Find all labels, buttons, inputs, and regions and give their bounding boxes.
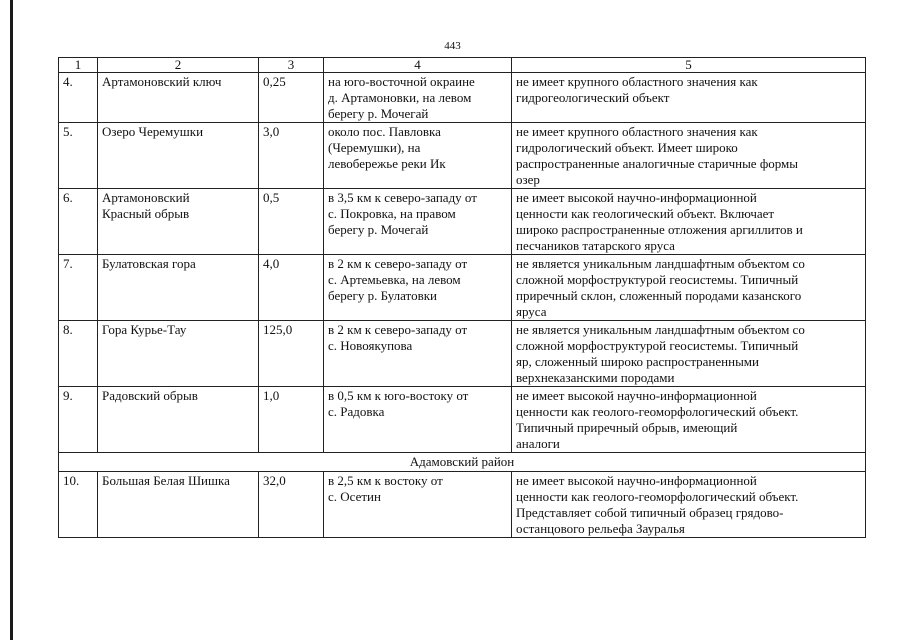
object-location [324,321,512,387]
object-assessment [512,255,866,321]
table-row [59,123,866,189]
objects-table [58,57,866,538]
column-header: 2 [98,58,259,73]
object-location [324,189,512,255]
cell-line: берегу р. Мочегай [328,222,429,237]
cell-line: гидрологический объект. Имеет широко [516,140,738,155]
cell-line: яруса [516,304,547,319]
cell-line: с. Артемьевка, на левом [328,272,461,287]
cell-line: сложной морфоструктурой геосистемы. Типичный [516,338,799,353]
cell-line: Радовский обрыв [102,388,198,403]
object-name [98,472,259,538]
cell-line: верхнеказанскими породами [516,370,675,385]
cell-line: Гора Курье-Тау [102,322,187,337]
object-area: 0,25 [259,73,324,123]
column-header-row [59,58,866,73]
object-area: 0,5 [259,189,324,255]
cell-line: не имеет крупного областного значения как [516,74,758,89]
row-number: 9. [59,387,98,453]
object-location [324,73,512,123]
cell-line: песчаников татарского яруса [516,238,675,253]
cell-line: берегу р. Мочегай [328,106,429,121]
object-name [98,387,259,453]
column-header: 1 [59,58,98,73]
object-assessment [512,472,866,538]
cell-line: в 3,5 км к северо-западу от [328,190,477,205]
object-assessment [512,123,866,189]
cell-line: на юго-восточной окраине [328,74,475,89]
cell-line: с. Покровка, на правом [328,206,456,221]
cell-line: останцового рельефа Зауралья [516,521,685,536]
cell-line: приречный склон, сложенный породами казанского [516,288,802,303]
cell-line: в 2 км к северо-западу от [328,256,468,271]
row-number: 7. [59,255,98,321]
cell-line: Типичный приречный обрыв, имеющий [516,420,738,435]
table-row [59,472,866,538]
cell-line: не имеет высокой научно-информационной [516,388,757,403]
district-row [59,453,866,472]
cell-line: с. Радовка [328,404,385,419]
cell-line: левобережье реки Ик [328,156,446,171]
object-area: 4,0 [259,255,324,321]
cell-line: с. Осетин [328,489,381,504]
cell-line: д. Артамоновки, на левом [328,90,472,105]
object-assessment [512,73,866,123]
cell-line: около пос. Павловка [328,124,441,139]
row-number: 10. [59,472,98,538]
cell-line: яр, сложенный широко распространенными [516,354,759,369]
row-number: 8. [59,321,98,387]
column-header: 5 [512,58,866,73]
cell-line: ценности как геологический объект. Включает [516,206,775,221]
table-row [59,321,866,387]
page-binding-edge [10,0,13,640]
object-name [98,73,259,123]
cell-line: не имеет крупного областного значения как [516,124,758,139]
district-heading: Адамовский район [59,453,866,472]
cell-line: берегу р. Булатовки [328,288,437,303]
object-assessment [512,189,866,255]
object-location [324,472,512,538]
cell-line: ценности как геолого-геоморфологический объект. [516,489,799,504]
object-location [324,123,512,189]
object-name [98,123,259,189]
cell-line: сложной морфоструктурой геосистемы. Типичный [516,272,799,287]
cell-line: (Черемушки), на [328,140,421,155]
cell-line: широко распространенные отложения аргиллитов и [516,222,803,237]
cell-line: в 2 км к северо-западу от [328,322,468,337]
object-area: 1,0 [259,387,324,453]
cell-line: в 0,5 км к юго-востоку от [328,388,469,403]
cell-line: Артамоновский [102,190,190,205]
column-header: 3 [259,58,324,73]
row-number: 5. [59,123,98,189]
object-assessment [512,387,866,453]
cell-line: Булатовская гора [102,256,196,271]
cell-line: распространенные аналогичные старичные формы [516,156,799,171]
object-name [98,321,259,387]
cell-line: гидрогеологический объект [516,90,670,105]
cell-line: не имеет высокой научно-информационной [516,190,757,205]
table-row [59,189,866,255]
cell-line: Озеро Черемушки [102,124,204,139]
object-location [324,387,512,453]
object-location [324,255,512,321]
cell-line: с. Новоякупова [328,338,413,353]
page-number: 443 [444,40,461,52]
cell-line: Артамоновский ключ [102,74,222,89]
cell-line: аналоги [516,436,560,451]
row-number: 4. [59,73,98,123]
table-row [59,387,866,453]
cell-line: не является уникальным ландшафтным объектом со [516,322,805,337]
object-name [98,255,259,321]
table-row [59,255,866,321]
cell-line: озер [516,172,540,187]
object-area: 32,0 [259,472,324,538]
row-number: 6. [59,189,98,255]
object-area: 125,0 [259,321,324,387]
table-row [59,73,866,123]
cell-line: Представляет собой типичный образец грядово- [516,505,784,520]
column-header: 4 [324,58,512,73]
cell-line: Красный обрыв [102,206,190,221]
object-name [98,189,259,255]
object-area: 3,0 [259,123,324,189]
cell-line: Большая Белая Шишка [102,473,230,488]
object-assessment [512,321,866,387]
cell-line: не имеет высокой научно-информационной [516,473,757,488]
cell-line: в 2,5 км к востоку от [328,473,443,488]
cell-line: не является уникальным ландшафтным объектом со [516,256,805,271]
cell-line: ценности как геолого-геоморфологический объект. [516,404,799,419]
